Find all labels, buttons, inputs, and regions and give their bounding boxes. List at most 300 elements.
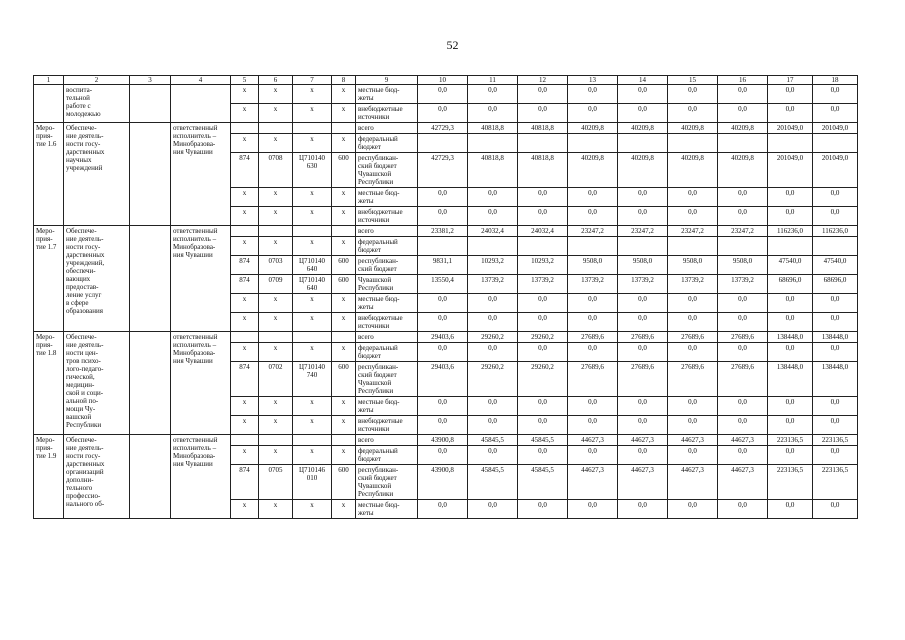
responsible-executor: ответственный исполнитель – Минобразова- ния Чувашии [171, 332, 231, 435]
table-row [34, 226, 858, 237]
amount-cell: 45845,5 [468, 435, 518, 446]
section-code: 0705 [259, 465, 293, 500]
column-number: 16 [718, 76, 768, 85]
amount-cell: 45845,5 [518, 465, 568, 500]
amount-cell: 13739,2 [568, 275, 618, 294]
amount-cell: 68696,0 [813, 275, 858, 294]
amount-cell: 0,0 [768, 416, 813, 435]
empty-cell [130, 435, 171, 519]
section-code [259, 226, 293, 237]
amount-cell: 0,0 [418, 446, 468, 465]
expense-type-code: x [332, 104, 356, 123]
amount-cell: 0,0 [718, 313, 768, 332]
grbs-code: 874 [231, 465, 259, 500]
amount-cell: 0,0 [468, 188, 518, 207]
column-number: 13 [568, 76, 618, 85]
amount-cell: 13739,2 [468, 275, 518, 294]
column-number: 15 [668, 76, 718, 85]
target-article-code: x [293, 313, 332, 332]
amount-cell: 27689,6 [568, 362, 618, 397]
amount-cell: 9508,0 [668, 256, 718, 275]
amount-cell: 0,0 [618, 397, 668, 416]
amount-cell: 27689,6 [668, 332, 718, 343]
target-article-code: Ц710140 630 [293, 153, 332, 188]
measure-name: Обеспече- ние деятель- ности госу- дарственных организаций дополни- тельного профессио- нального об- [64, 435, 130, 519]
amount-cell [418, 134, 468, 153]
amount-cell [668, 237, 718, 256]
amount-cell: 116236,0 [768, 226, 813, 237]
amount-cell: 44627,3 [568, 465, 618, 500]
amount-cell [568, 134, 618, 153]
amount-cell [813, 237, 858, 256]
expense-type-code [332, 435, 356, 446]
amount-cell: 40209,8 [718, 153, 768, 188]
expense-type-code [332, 123, 356, 134]
grbs-code: 874 [231, 362, 259, 397]
measure-number: Меро- прия- тие 1.9 [34, 435, 64, 519]
page-number: 52 [446, 38, 459, 52]
funding-source: внебюджетные источники [356, 104, 418, 123]
amount-cell: 0,0 [768, 85, 813, 104]
funding-source: республикан- ский бюджет Чувашской Республики [356, 362, 418, 397]
section-code: x [259, 500, 293, 519]
target-article-code: x [293, 446, 332, 465]
amount-cell: 40818,8 [468, 153, 518, 188]
target-article-code: Ц710140 640 [293, 256, 332, 275]
amount-cell: 0,0 [418, 343, 468, 362]
column-number: 4 [171, 76, 231, 85]
grbs-code: x [231, 85, 259, 104]
amount-cell: 0,0 [518, 446, 568, 465]
table-body [34, 76, 858, 519]
funding-source: федеральный бюджет [356, 446, 418, 465]
amount-cell: 0,0 [468, 294, 518, 313]
amount-cell: 0,0 [668, 416, 718, 435]
amount-cell: 0,0 [468, 446, 518, 465]
expense-type-code: x [332, 397, 356, 416]
expense-type-code: x [332, 313, 356, 332]
funding-source: местные бюд- жеты [356, 500, 418, 519]
grbs-code [231, 226, 259, 237]
amount-cell [768, 237, 813, 256]
target-article-code: x [293, 237, 332, 256]
expense-type-code: x [332, 207, 356, 226]
measure-number: Меро- прия- тие 1.8 [34, 332, 64, 435]
column-number: 10 [418, 76, 468, 85]
grbs-code: x [231, 104, 259, 123]
expense-type-code: x [332, 500, 356, 519]
amount-cell: 0,0 [718, 416, 768, 435]
funding-source: внебюджетные источники [356, 207, 418, 226]
amount-cell: 0,0 [768, 500, 813, 519]
section-code: x [259, 313, 293, 332]
amount-cell: 0,0 [468, 104, 518, 123]
funding-source: республикан- ский бюджет Чувашской Республики [356, 153, 418, 188]
amount-cell: 0,0 [468, 85, 518, 104]
target-article-code [293, 123, 332, 134]
section-code: x [259, 188, 293, 207]
amount-cell: 40209,8 [718, 123, 768, 134]
target-article-code [293, 332, 332, 343]
section-code: x [259, 416, 293, 435]
grbs-code: x [231, 313, 259, 332]
amount-cell: 0,0 [668, 104, 718, 123]
amount-cell: 24032,4 [468, 226, 518, 237]
amount-cell: 0,0 [668, 207, 718, 226]
amount-cell: 13739,2 [618, 275, 668, 294]
grbs-code [231, 332, 259, 343]
amount-cell: 27689,6 [718, 332, 768, 343]
table-row [34, 332, 858, 343]
amount-cell: 10293,2 [518, 256, 568, 275]
responsible-executor [171, 85, 231, 123]
amount-cell: 0,0 [718, 343, 768, 362]
amount-cell: 0,0 [468, 397, 518, 416]
target-article-code: x [293, 207, 332, 226]
amount-cell: 0,0 [768, 104, 813, 123]
amount-cell: 0,0 [718, 104, 768, 123]
expense-type-code: x [332, 134, 356, 153]
amount-cell: 40818,8 [518, 153, 568, 188]
amount-cell: 0,0 [518, 104, 568, 123]
amount-cell: 0,0 [768, 397, 813, 416]
amount-cell: 201049,0 [768, 153, 813, 188]
amount-cell: 23247,2 [618, 226, 668, 237]
responsible-executor: ответственный исполнитель – Минобразова- ния Чувашии [171, 226, 231, 332]
amount-cell: 44627,3 [668, 435, 718, 446]
expense-type-code: x [332, 343, 356, 362]
target-article-code: x [293, 134, 332, 153]
amount-cell: 44627,3 [718, 435, 768, 446]
amount-cell: 0,0 [718, 85, 768, 104]
amount-cell: 0,0 [768, 294, 813, 313]
amount-cell: 27689,6 [568, 332, 618, 343]
amount-cell: 0,0 [668, 446, 718, 465]
amount-cell [718, 237, 768, 256]
amount-cell: 0,0 [568, 446, 618, 465]
amount-cell: 13550,4 [418, 275, 468, 294]
measure-name: Обеспече- ние деятель- ности цен- тров психо- лого-педаго- гической, медицин- ской и соци- альной по- мощи Чу- вашской Республики [64, 332, 130, 435]
amount-cell: 0,0 [813, 313, 858, 332]
amount-cell: 47540,0 [768, 256, 813, 275]
amount-cell: 0,0 [718, 397, 768, 416]
amount-cell: 0,0 [668, 294, 718, 313]
funding-source: федеральный бюджет [356, 237, 418, 256]
amount-cell: 0,0 [618, 188, 668, 207]
amount-cell: 27689,6 [718, 362, 768, 397]
amount-cell: 0,0 [618, 446, 668, 465]
funding-source: всего [356, 332, 418, 343]
amount-cell: 0,0 [813, 104, 858, 123]
amount-cell: 13739,2 [668, 275, 718, 294]
amount-cell: 29403,6 [418, 332, 468, 343]
amount-cell: 42729,3 [418, 123, 468, 134]
amount-cell: 0,0 [518, 313, 568, 332]
column-number: 7 [293, 76, 332, 85]
expense-type-code: x [332, 237, 356, 256]
funding-source: местные бюд- жеты [356, 85, 418, 104]
amount-cell: 27689,6 [668, 362, 718, 397]
budget-table [33, 75, 858, 519]
amount-cell: 0,0 [668, 313, 718, 332]
grbs-code: x [231, 446, 259, 465]
funding-source: местные бюд- жеты [356, 188, 418, 207]
target-article-code: x [293, 85, 332, 104]
amount-cell: 29260,2 [468, 362, 518, 397]
amount-cell: 0,0 [418, 207, 468, 226]
amount-cell: 0,0 [568, 85, 618, 104]
amount-cell: 0,0 [813, 294, 858, 313]
amount-cell: 0,0 [418, 294, 468, 313]
amount-cell: 29260,2 [468, 332, 518, 343]
amount-cell [418, 237, 468, 256]
section-code: x [259, 397, 293, 416]
amount-cell: 116236,0 [813, 226, 858, 237]
target-article-code: x [293, 104, 332, 123]
column-number: 1 [34, 76, 64, 85]
column-number: 3 [130, 76, 171, 85]
grbs-code: x [231, 397, 259, 416]
table-row [34, 123, 858, 134]
amount-cell: 29260,2 [518, 362, 568, 397]
amount-cell: 0,0 [618, 416, 668, 435]
section-code: x [259, 294, 293, 313]
amount-cell [468, 134, 518, 153]
amount-cell: 23247,2 [718, 226, 768, 237]
expense-type-code: x [332, 188, 356, 207]
measure-name: Обеспече- ние деятель- ности госу- дарственных научных учреждений [64, 123, 130, 226]
amount-cell: 201049,0 [813, 153, 858, 188]
funding-source: всего [356, 123, 418, 134]
amount-cell: 0,0 [568, 397, 618, 416]
amount-cell: 24032,4 [518, 226, 568, 237]
amount-cell [668, 134, 718, 153]
target-article-code: x [293, 294, 332, 313]
funding-source: всего [356, 226, 418, 237]
amount-cell: 0,0 [468, 313, 518, 332]
empty-cell [130, 123, 171, 226]
amount-cell: 138448,0 [813, 332, 858, 343]
amount-cell: 0,0 [468, 500, 518, 519]
amount-cell: 40209,8 [618, 123, 668, 134]
funding-source: республикан- ский бюджет Чувашской Республики [356, 465, 418, 500]
section-code: x [259, 446, 293, 465]
amount-cell: 0,0 [418, 500, 468, 519]
amount-cell: 43900,8 [418, 465, 468, 500]
amount-cell: 0,0 [768, 207, 813, 226]
amount-cell: 40818,8 [518, 123, 568, 134]
funding-source: федеральный бюджет [356, 134, 418, 153]
section-code: x [259, 104, 293, 123]
amount-cell: 45845,5 [468, 465, 518, 500]
amount-cell: 0,0 [813, 188, 858, 207]
amount-cell: 10293,2 [468, 256, 518, 275]
target-article-code: x [293, 500, 332, 519]
target-article-code: x [293, 188, 332, 207]
amount-cell: 44627,3 [618, 465, 668, 500]
grbs-code: x [231, 343, 259, 362]
empty-cell [130, 85, 171, 123]
amount-cell: 9508,0 [718, 256, 768, 275]
expense-type-code: x [332, 446, 356, 465]
amount-cell: 0,0 [718, 188, 768, 207]
expense-type-code: 600 [332, 153, 356, 188]
amount-cell: 23247,2 [568, 226, 618, 237]
grbs-code: x [231, 207, 259, 226]
amount-cell: 0,0 [668, 500, 718, 519]
section-code [259, 332, 293, 343]
grbs-code [231, 123, 259, 134]
amount-cell: 0,0 [518, 294, 568, 313]
amount-cell: 0,0 [813, 500, 858, 519]
amount-cell: 44627,3 [568, 435, 618, 446]
table-row [34, 435, 858, 446]
amount-cell [618, 237, 668, 256]
target-article-code [293, 435, 332, 446]
empty-cell [130, 226, 171, 332]
amount-cell: 0,0 [518, 343, 568, 362]
amount-cell: 44627,3 [718, 465, 768, 500]
amount-cell: 44627,3 [618, 435, 668, 446]
target-article-code: x [293, 416, 332, 435]
grbs-code: x [231, 294, 259, 313]
table-row [34, 85, 858, 104]
amount-cell: 0,0 [768, 188, 813, 207]
amount-cell: 27689,6 [618, 332, 668, 343]
amount-cell: 223136,5 [768, 435, 813, 446]
amount-cell: 0,0 [418, 104, 468, 123]
amount-cell: 0,0 [468, 207, 518, 226]
amount-cell [568, 237, 618, 256]
section-code: x [259, 85, 293, 104]
amount-cell: 0,0 [618, 207, 668, 226]
amount-cell: 0,0 [468, 343, 518, 362]
amount-cell: 0,0 [618, 343, 668, 362]
amount-cell: 0,0 [568, 294, 618, 313]
amount-cell: 0,0 [618, 313, 668, 332]
amount-cell: 0,0 [418, 85, 468, 104]
amount-cell: 9831,1 [418, 256, 468, 275]
column-number: 5 [231, 76, 259, 85]
section-code: x [259, 237, 293, 256]
section-code: x [259, 343, 293, 362]
amount-cell: 0,0 [518, 85, 568, 104]
amount-cell: 13739,2 [518, 275, 568, 294]
funding-source: всего [356, 435, 418, 446]
amount-cell: 9508,0 [618, 256, 668, 275]
amount-cell: 40209,8 [568, 153, 618, 188]
amount-cell [518, 237, 568, 256]
section-code: x [259, 134, 293, 153]
funding-source: республикан- ский бюджет [356, 256, 418, 275]
amount-cell: 68696,0 [768, 275, 813, 294]
amount-cell: 43900,8 [418, 435, 468, 446]
amount-cell: 0,0 [518, 397, 568, 416]
measure-number [34, 85, 64, 123]
amount-cell: 29260,2 [518, 332, 568, 343]
amount-cell: 0,0 [813, 85, 858, 104]
amount-cell: 138448,0 [768, 362, 813, 397]
amount-cell: 0,0 [768, 343, 813, 362]
grbs-code [231, 435, 259, 446]
amount-cell: 0,0 [418, 188, 468, 207]
amount-cell: 0,0 [718, 446, 768, 465]
section-code: 0703 [259, 256, 293, 275]
amount-cell: 23381,2 [418, 226, 468, 237]
amount-cell: 201049,0 [768, 123, 813, 134]
amount-cell: 13739,2 [718, 275, 768, 294]
grbs-code: 874 [231, 256, 259, 275]
amount-cell: 0,0 [618, 294, 668, 313]
section-code: 0702 [259, 362, 293, 397]
expense-type-code [332, 332, 356, 343]
column-number: 2 [64, 76, 130, 85]
column-number: 11 [468, 76, 518, 85]
funding-source: местные бюд- жеты [356, 294, 418, 313]
column-number: 12 [518, 76, 568, 85]
amount-cell: 0,0 [518, 416, 568, 435]
grbs-code: x [231, 134, 259, 153]
section-code: 0709 [259, 275, 293, 294]
amount-cell [468, 237, 518, 256]
amount-cell: 0,0 [568, 104, 618, 123]
amount-cell: 0,0 [418, 313, 468, 332]
amount-cell: 0,0 [518, 188, 568, 207]
section-code: x [259, 207, 293, 226]
column-number: 17 [768, 76, 813, 85]
amount-cell [813, 134, 858, 153]
amount-cell: 47540,0 [813, 256, 858, 275]
funding-source: Чувашской Республики [356, 275, 418, 294]
amount-cell: 0,0 [568, 416, 618, 435]
amount-cell: 0,0 [468, 416, 518, 435]
amount-cell: 9508,0 [568, 256, 618, 275]
amount-cell: 223136,5 [813, 465, 858, 500]
amount-cell: 0,0 [718, 500, 768, 519]
funding-source: федеральный бюджет [356, 343, 418, 362]
amount-cell: 0,0 [418, 416, 468, 435]
amount-cell: 0,0 [813, 207, 858, 226]
grbs-code: 874 [231, 153, 259, 188]
amount-cell: 223136,5 [768, 465, 813, 500]
column-number: 14 [618, 76, 668, 85]
amount-cell: 0,0 [518, 500, 568, 519]
expense-type-code [332, 226, 356, 237]
amount-cell: 0,0 [813, 397, 858, 416]
column-number: 8 [332, 76, 356, 85]
amount-cell: 0,0 [668, 343, 718, 362]
expense-type-code: 600 [332, 256, 356, 275]
amount-cell: 0,0 [618, 500, 668, 519]
amount-cell: 0,0 [618, 104, 668, 123]
amount-cell: 223136,5 [813, 435, 858, 446]
amount-cell: 0,0 [568, 188, 618, 207]
measure-number: Меро- прия- тие 1.6 [34, 123, 64, 226]
section-code: 0708 [259, 153, 293, 188]
amount-cell: 0,0 [518, 207, 568, 226]
header-row [34, 76, 858, 85]
amount-cell [518, 134, 568, 153]
target-article-code: Ц710140 740 [293, 362, 332, 397]
amount-cell: 0,0 [718, 294, 768, 313]
amount-cell: 44627,3 [668, 465, 718, 500]
responsible-executor: ответственный исполнитель – Минобразова- ния Чувашии [171, 435, 231, 519]
amount-cell: 0,0 [418, 397, 468, 416]
section-code [259, 123, 293, 134]
amount-cell: 40209,8 [668, 153, 718, 188]
measure-name: Обеспече- ние деятель- ности госу- дарственных учреждений, обеспечи- вающих предостав- ление услуг в сфере образования [64, 226, 130, 332]
grbs-code: x [231, 237, 259, 256]
